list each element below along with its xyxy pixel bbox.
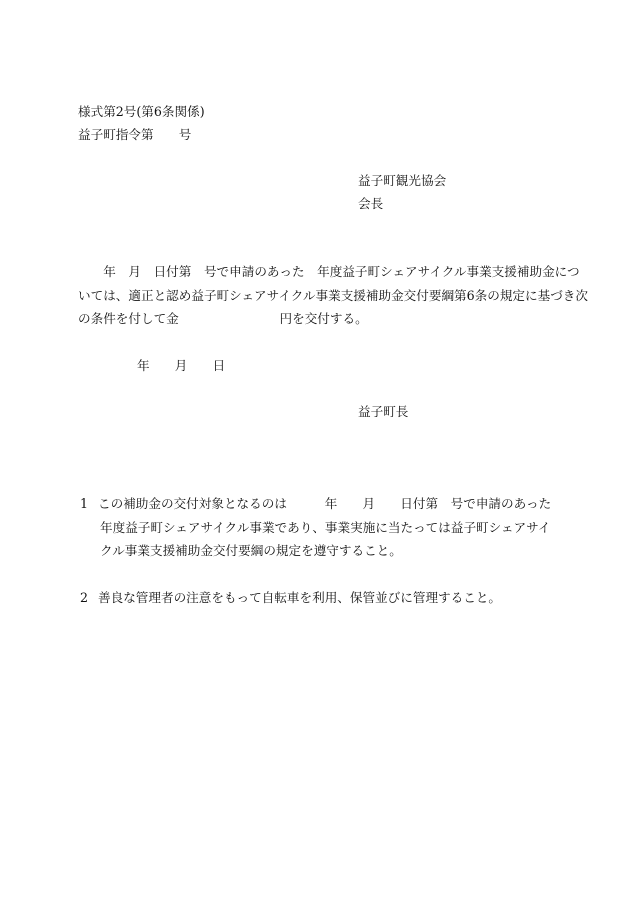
body-line: 年 月 日付第 号で申請のあった 年度益子町シェアサイクル事業支援補助金につ [78, 264, 580, 279]
date-line: 年 月 日 [137, 358, 226, 373]
body-line: いては、適正と認め益子町シェアサイクル事業支援補助金交付要綱第6条の規定に基づき次 [78, 288, 588, 303]
issuer: 益子町長 [358, 404, 409, 419]
condition-number: 2 [80, 590, 89, 605]
body-line: の条件を付して金 円を交付する。 [78, 311, 368, 326]
designation-number: 益子町指令第 号 [78, 127, 192, 142]
condition-line: 善良な管理者の注意をもって自転車を利用、保管並びに管理すること。 [98, 590, 501, 605]
recipient-title: 会長 [358, 196, 384, 211]
condition-line: 年度益子町シェアサイクル事業であり、事業実施に当たっては益子町シェアサイ [100, 520, 551, 535]
condition-line: クル事業支援補助金交付要綱の規定を遵守すること。 [100, 543, 402, 558]
form-label: 様式第2号(第6条関係) [78, 104, 205, 119]
recipient-organization: 益子町観光協会 [358, 173, 447, 188]
condition-line: この補助金の交付対象となるのは 年 月 日付第 号で申請のあった [98, 496, 552, 511]
condition-number: 1 [80, 496, 89, 511]
